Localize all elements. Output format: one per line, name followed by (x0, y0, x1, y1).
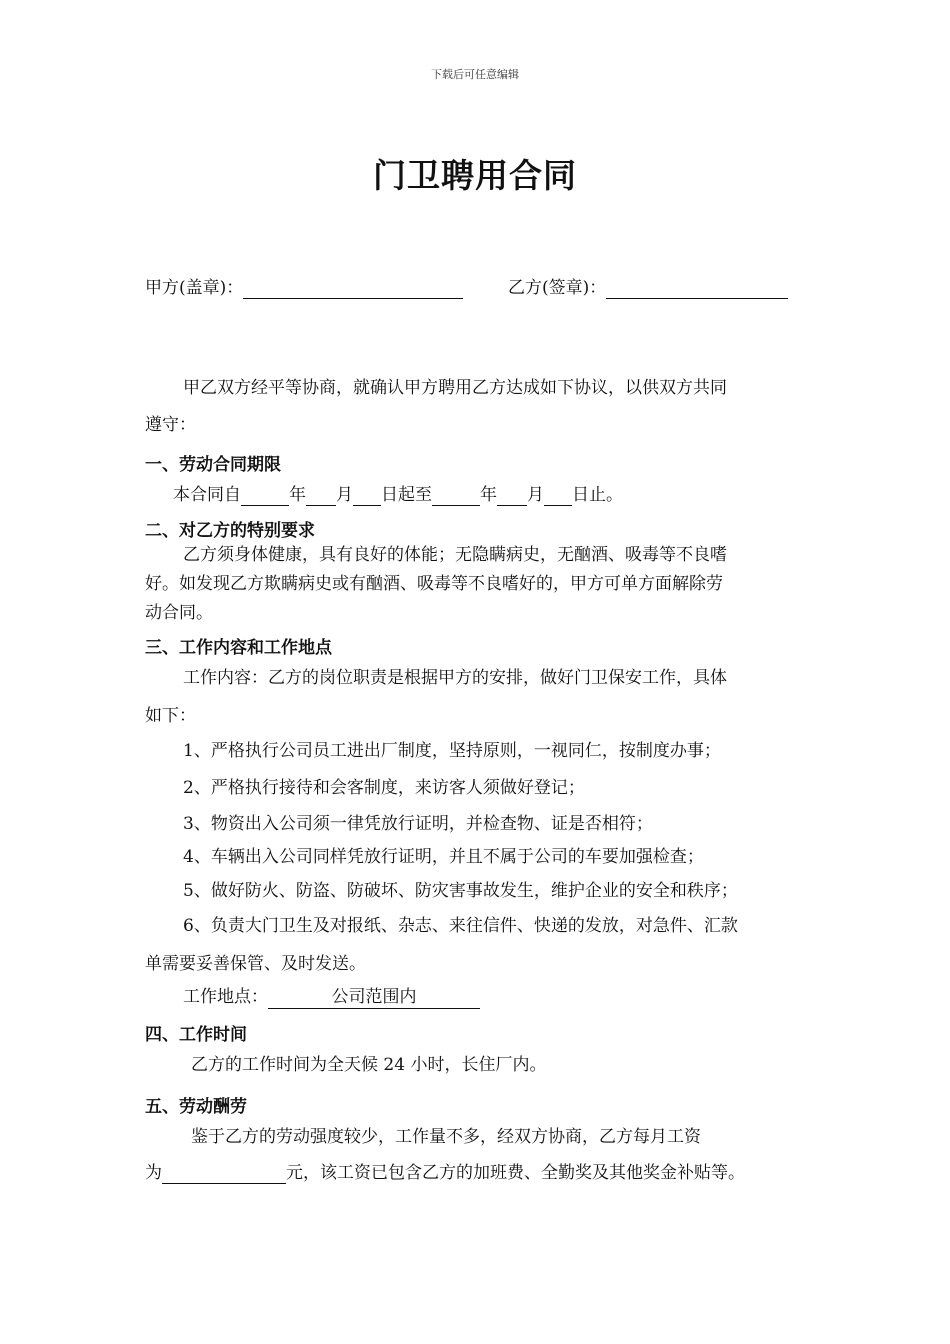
duty-item-4: 4、车辆出入公司同样凭放行证明，并且不属于公司的车要加强检查； (183, 847, 704, 867)
salary-suffix: 元，该工资已包含乙方的加班费、全勤奖及其他奖金补贴等。 (286, 1163, 745, 1183)
monthly-salary-blank[interactable] (162, 1165, 286, 1184)
section-4-text: 乙方的工作时间为全天候 24 小时，长住厂内。 (191, 1055, 547, 1075)
section-1-heading: 一、劳动合同期限 (145, 455, 281, 475)
start-day-blank[interactable] (353, 487, 381, 506)
work-location-label: 工作地点： (183, 987, 268, 1007)
duty-item-6: 6、负责大门卫生及对报纸、杂志、来往信件、快递的发放，对急件、汇款 (183, 916, 738, 936)
term-start-text: 本合同自 (173, 485, 241, 505)
day-to-label: 日止。 (572, 485, 623, 505)
party-b-signature-blank[interactable] (606, 280, 788, 299)
day-from-label: 日起至 (381, 485, 432, 505)
party-a-row (145, 277, 463, 299)
end-day-blank[interactable] (544, 487, 572, 506)
section-4-heading: 四、工作时间 (145, 1025, 247, 1045)
year-label-2: 年 (480, 485, 497, 505)
section-1-term-line (173, 484, 623, 506)
month-label: 月 (336, 485, 353, 505)
party-b-label: 乙方(签章)： (508, 278, 607, 298)
section-3-heading: 三、工作内容和工作地点 (145, 638, 332, 658)
section-2-line-2: 好。如发现乙方欺瞒病史或有酗酒、吸毒等不良嗜好的，甲方可单方面解除劳 (145, 574, 723, 594)
party-b-row (508, 277, 788, 299)
start-month-blank[interactable] (306, 487, 336, 506)
section-5-line-2 (145, 1162, 745, 1184)
work-location-row (183, 986, 480, 1009)
party-a-signature-blank[interactable] (243, 280, 463, 299)
duty-item-3: 3、物资出入公司须一律凭放行证明，并检查物、证是否相符； (183, 814, 653, 834)
duty-item-5: 5、做好防火、防盗、防破坏、防灾害事故发生，维护企业的安全和秩序； (183, 881, 738, 901)
document-title: 门卫聘用合同 (373, 156, 577, 195)
month-label-2: 月 (527, 485, 544, 505)
work-location-value: 公司范围内 (268, 986, 480, 1009)
salary-prefix: 为 (145, 1163, 162, 1183)
end-year-blank[interactable] (432, 487, 480, 506)
end-month-blank[interactable] (497, 487, 527, 506)
section-2-heading: 二、对乙方的特别要求 (145, 521, 315, 541)
section-2-line-1: 乙方须身体健康，具有良好的体能；无隐瞒病史，无酗酒、吸毒等不良嗜 (183, 545, 727, 565)
section-5-heading: 五、劳动酬劳 (145, 1097, 247, 1117)
duty-item-2: 2、严格执行接待和会客制度，来访客人须做好登记； (183, 778, 585, 798)
section-3-content-line-2: 如下： (145, 706, 196, 726)
intro-line-2: 遵守： (145, 415, 196, 435)
party-a-label: 甲方(盖章)： (145, 278, 244, 298)
section-2-line-3: 动合同。 (145, 603, 213, 623)
duty-item-1: 1、严格执行公司员工进出厂制度，坚持原则，一视同仁，按制度办事； (183, 741, 721, 761)
duty-item-6-continued: 单需要妥善保管、及时发送。 (145, 954, 366, 974)
start-year-blank[interactable] (241, 487, 289, 506)
section-5-line-1: 鉴于乙方的劳动强度较少，工作量不多，经双方协商，乙方每月工资 (191, 1127, 701, 1147)
header-note: 下载后可任意编辑 (431, 68, 519, 81)
section-3-content-line-1: 工作内容：乙方的岗位职责是根据甲方的安排，做好门卫保安工作，具体 (183, 668, 727, 688)
year-label: 年 (289, 485, 306, 505)
intro-line-1: 甲乙双方经平等协商，就确认甲方聘用乙方达成如下协议，以供双方共同 (183, 378, 727, 398)
